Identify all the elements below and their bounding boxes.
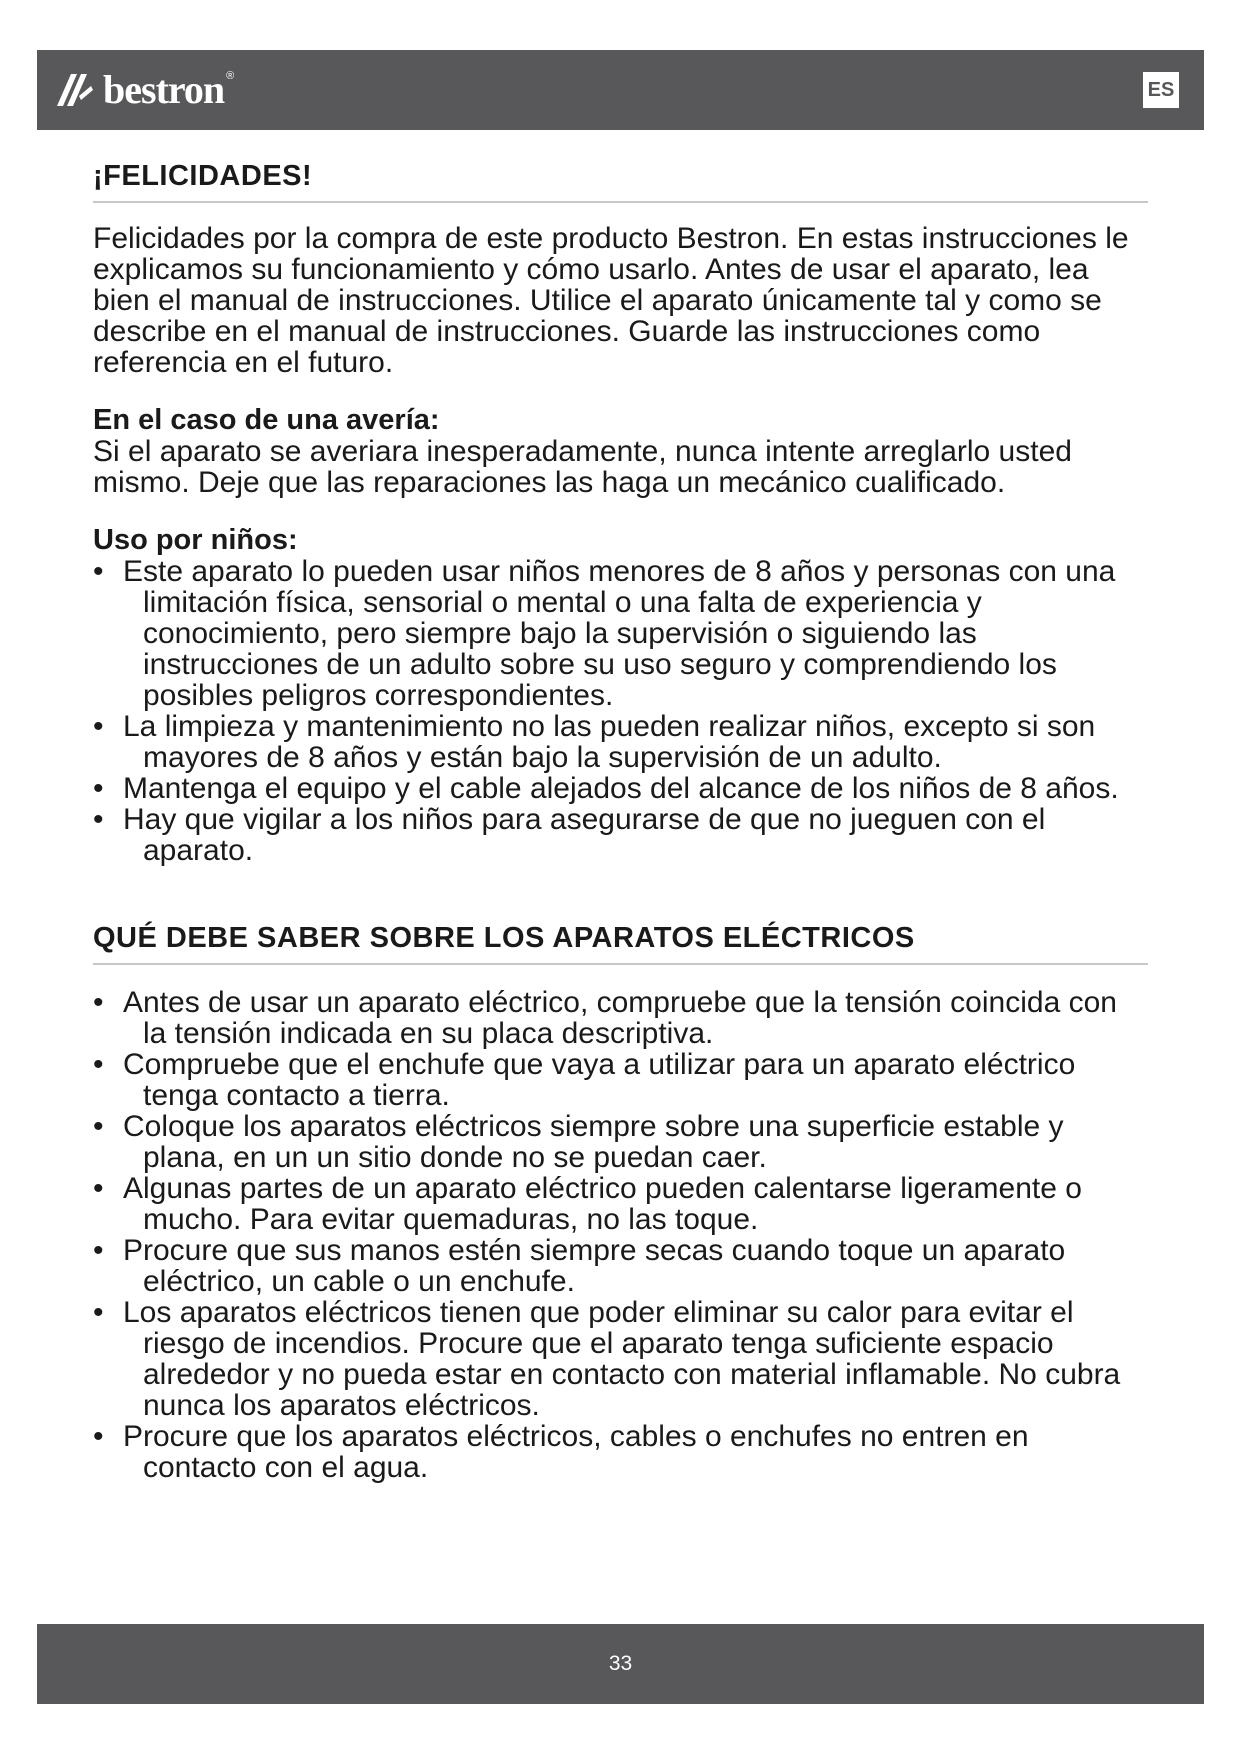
list-item: • La limpieza y mantenimiento no las pueden realizar niños, excepto si son mayores de 8 años y están bajo la supervisión de un adulto. [93,711,1148,773]
children-list [93,556,1148,866]
list-item: • Los aparatos eléctricos tienen que poder eliminar su calor para evitar el riesgo de incendios. Procure que el aparato tenga suficiente espacio alrededor y no pueda estar en contacto con material inflamable. No cubra nunca los aparatos eléctricos. [93,1297,1148,1421]
list-item: • Algunas partes de un aparato eléctrico pueden calentarse ligeramente o mucho. Para evitar quemaduras, no las toque. [93,1173,1148,1235]
breakdown-paragraph: Si el aparato se averiara inesperadamente, nunca intente arreglarlo usted mismo. Deje que las reparaciones las haga un mecánico cualificado. [93,435,1072,499]
list-item: • Coloque los aparatos eléctricos siempre sobre una superficie estable y plana, en un un sitio donde no se puedan caer. [93,1111,1148,1173]
brand-logo [57,64,234,116]
page-content [93,160,1148,1483]
list-item: • Antes de usar un aparato eléctrico, compruebe que la tensión coincida con la tensión indicada en su placa descriptiva. [93,987,1148,1049]
list-item: • Procure que sus manos estén siempre secas cuando toque un aparato eléctrico, un cable o un enchufe. [93,1235,1148,1297]
breakdown-heading: En el caso de una avería: [93,404,440,436]
page-footer [37,1624,1204,1704]
list-item: • Este aparato lo pueden usar niños menores de 8 años y personas con una limitación física, sensorial o mental o una falta de experiencia y conocimiento, pero siempre bajo la supervisión o siguiendo las instrucciones de un adulto sobre su uso seguro y comprendiendo los posibles peligros correspondientes. [93,556,1148,711]
list-item: • Procure que los aparatos eléctricos, cables o enchufes no entren en contacto con el agua. [93,1421,1148,1483]
section-title-electrical: QUÉ DEBE SABER SOBRE LOS APARATOS ELÉCTRICOS [93,922,1148,965]
registered-mark: ® [226,70,235,82]
electrical-list [93,987,1148,1483]
list-item: • Mantenga el equipo y el cable alejados del alcance de los niños de 8 años. [93,773,1148,804]
chevron-logo-icon [57,72,99,108]
intro-paragraph: Felicidades por la compra de este producto Bestron. En estas instrucciones le explicamos su funcionamiento y cómo usarlo. Antes de usar el aparato, lea bien el manual de instrucciones. Utilice el aparato únicamente tal y como se describe en el manual de instrucciones. Guarde las instrucciones como referencia en el futuro. [93,222,1129,379]
language-badge: ES [1143,72,1179,108]
list-item: • Hay que vigilar a los niños para asegurarse de que no jueguen con el aparato. [93,804,1148,866]
page-number: 33 [608,1652,633,1675]
children-heading: Uso por niños: [93,524,298,556]
section-title-congratulations: ¡FELICIDADES! [93,160,1148,203]
brand-name: bestron [103,67,225,112]
page-header [37,50,1204,130]
list-item: • Compruebe que el enchufe que vaya a utilizar para un aparato eléctrico tenga contacto a tierra. [93,1049,1148,1111]
